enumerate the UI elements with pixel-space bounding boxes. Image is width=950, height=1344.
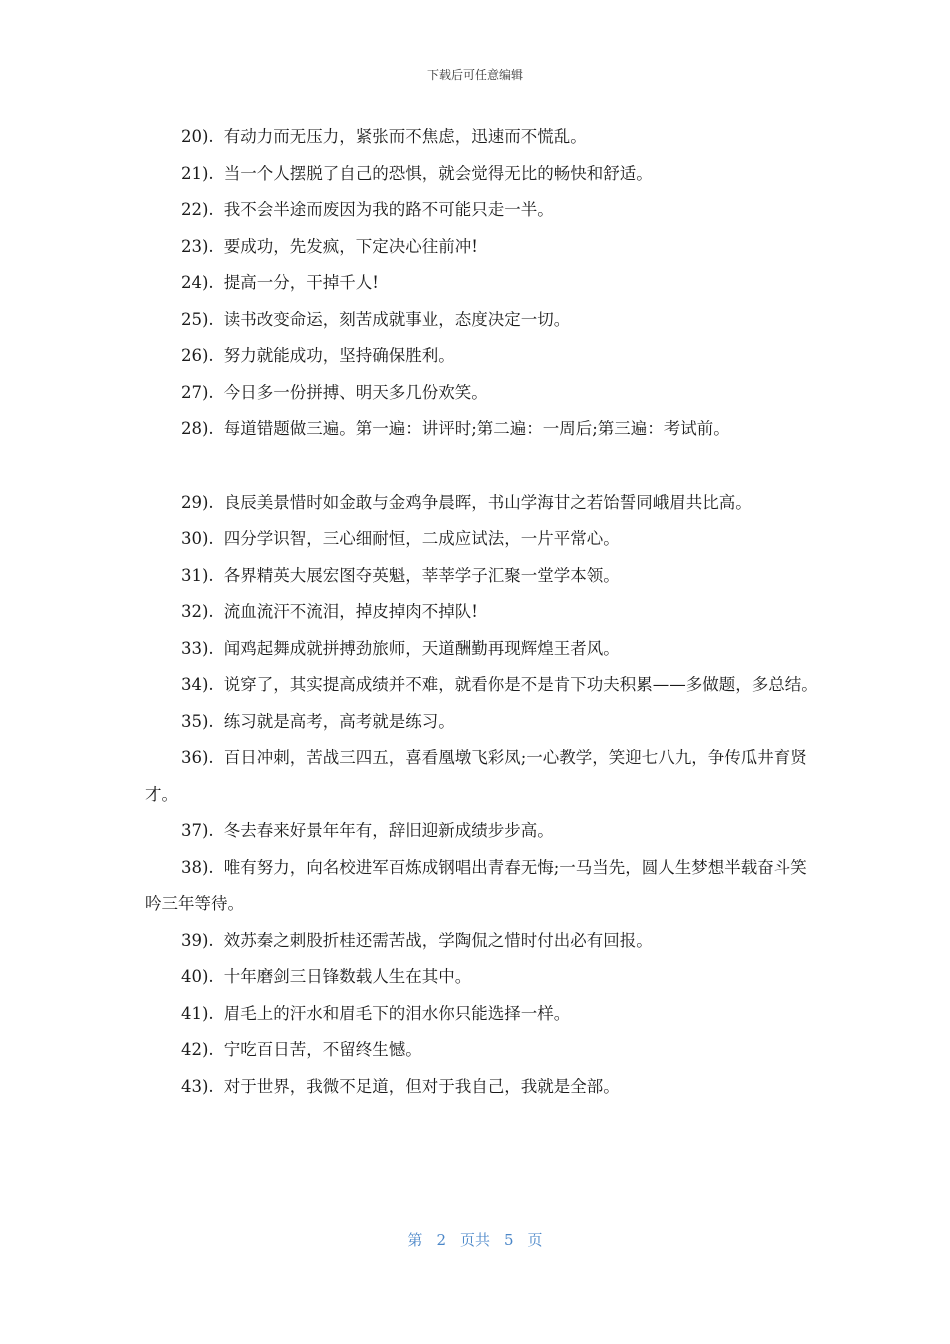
item-number: 40). [181,967,214,986]
item-number: 27). [181,382,214,402]
item-number: 25). [181,309,214,329]
list-item [145,229,820,266]
list-item [145,485,820,522]
list-item [145,740,820,813]
item-number: 34). [181,675,214,694]
item-number: 26). [181,346,214,365]
list-item [145,192,820,229]
page-footer [0,1229,950,1250]
footer-prefix: 第 [407,1231,423,1249]
item-text: 眉毛上的汗水和眉毛下的泪水你只能选择一样。 [223,1003,571,1023]
list-item [145,850,820,923]
list-item [145,813,820,850]
item-number: 31). [181,565,214,585]
item-number: 23). [181,236,214,256]
item-text: 良辰美景惜时如金敢与金鸡争晨晖，书山学海甘之若饴誓同峨眉共比高。 [223,492,752,512]
item-text: 练习就是高考，高考就是练习。 [223,711,455,731]
item-text: 要成功，先发疯，下定决心往前冲! [223,236,478,256]
list-item [145,996,820,1033]
list-item [145,631,820,668]
item-number: 37). [181,821,214,840]
list-item [145,1069,820,1106]
item-text: 当一个人摆脱了自己的恐惧，就会觉得无比的畅快和舒适。 [223,163,653,183]
item-number: 20). [181,127,214,146]
list-item [145,704,820,741]
item-text: 今日多一份拼搏、明天多几份欢笑。 [223,382,488,402]
item-text: 唯有努力，向名校进军百炼成钢唱出青春无悔;一马当先，圆人生梦想半载奋斗笑吟三年等待。 [145,857,807,913]
item-number: 39). [181,930,214,950]
item-text: 各界精英大展宏图夺英魁，莘莘学子汇聚一堂学本领。 [223,565,620,585]
item-number: 21). [181,163,214,183]
item-text: 说穿了，其实提高成绩并不难，就看你是不是肯下功夫积累——多做题，多总结。 [223,675,818,694]
footer-suffix: 页 [527,1231,543,1249]
item-text: 宁吃百日苦，不留终生憾。 [223,1040,422,1059]
item-number: 30). [181,529,214,548]
item-text: 四分学识智，三心细耐恒，二成应试法，一片平常心。 [223,529,620,548]
current-page-number: 2 [436,1231,446,1249]
list-item [145,558,820,595]
list-item [145,1032,820,1069]
item-number: 36). [181,748,214,767]
list-item [145,521,820,558]
document-body [145,119,820,1105]
list-item [145,302,820,339]
list-item [145,959,820,996]
item-number: 32). [181,602,214,621]
item-number: 24). [181,273,214,292]
item-text: 提高一分，干掉千人! [223,273,379,292]
item-text: 效苏秦之刺股折桂还需苦战，学陶侃之惜时付出必有回报。 [223,930,653,950]
list-item [145,265,820,302]
item-text: 有动力而无压力，紧张而不焦虑，迅速而不慌乱。 [223,127,587,146]
item-text: 对于世界，我微不足道，但对于我自己，我就是全部。 [223,1076,620,1096]
item-text: 闻鸡起舞成就拼搏劲旅师，天道酬勤再现辉煌王者风。 [223,638,620,658]
list-item [145,338,820,375]
item-text: 努力就能成功，坚持确保胜利。 [223,346,455,365]
item-text: 百日冲刺，苦战三四五，喜看凰墩飞彩凤;一心教学，笑迎七八九，争传瓜井育贤才。 [145,748,807,804]
item-text: 冬去春来好景年年有，辞旧迎新成绩步步高。 [223,821,554,840]
item-number: 42). [181,1040,214,1059]
item-number: 29). [181,492,214,512]
item-number: 43). [181,1076,214,1096]
item-number: 28). [181,419,214,438]
item-text: 十年磨剑三日锋数载人生在其中。 [223,967,472,986]
item-text: 每道错题做三遍。第一遍：讲评时;第二遍：一周后;第三遍：考试前。 [223,419,730,438]
item-text: 我不会半途而废因为我的路不可能只走一半。 [223,200,554,219]
list-item [145,375,820,412]
item-number: 33). [181,638,214,658]
item-number: 22). [181,200,214,219]
list-item [145,667,820,704]
footer-middle: 页共 [459,1231,490,1249]
list-item [145,411,820,448]
item-number: 41). [181,1003,214,1023]
item-number: 38). [181,857,214,877]
item-number: 35). [181,711,214,731]
list-item [145,594,820,631]
page-header: 下载后可任意编辑 [426,68,523,82]
total-page-count: 5 [504,1231,514,1249]
list-item [145,923,820,960]
list-item [145,156,820,193]
item-text: 流血流汗不流泪，掉皮掉肉不掉队! [223,602,478,621]
list-item [145,119,820,156]
item-text: 读书改变命运，刻苦成就事业，态度决定一切。 [223,309,571,329]
